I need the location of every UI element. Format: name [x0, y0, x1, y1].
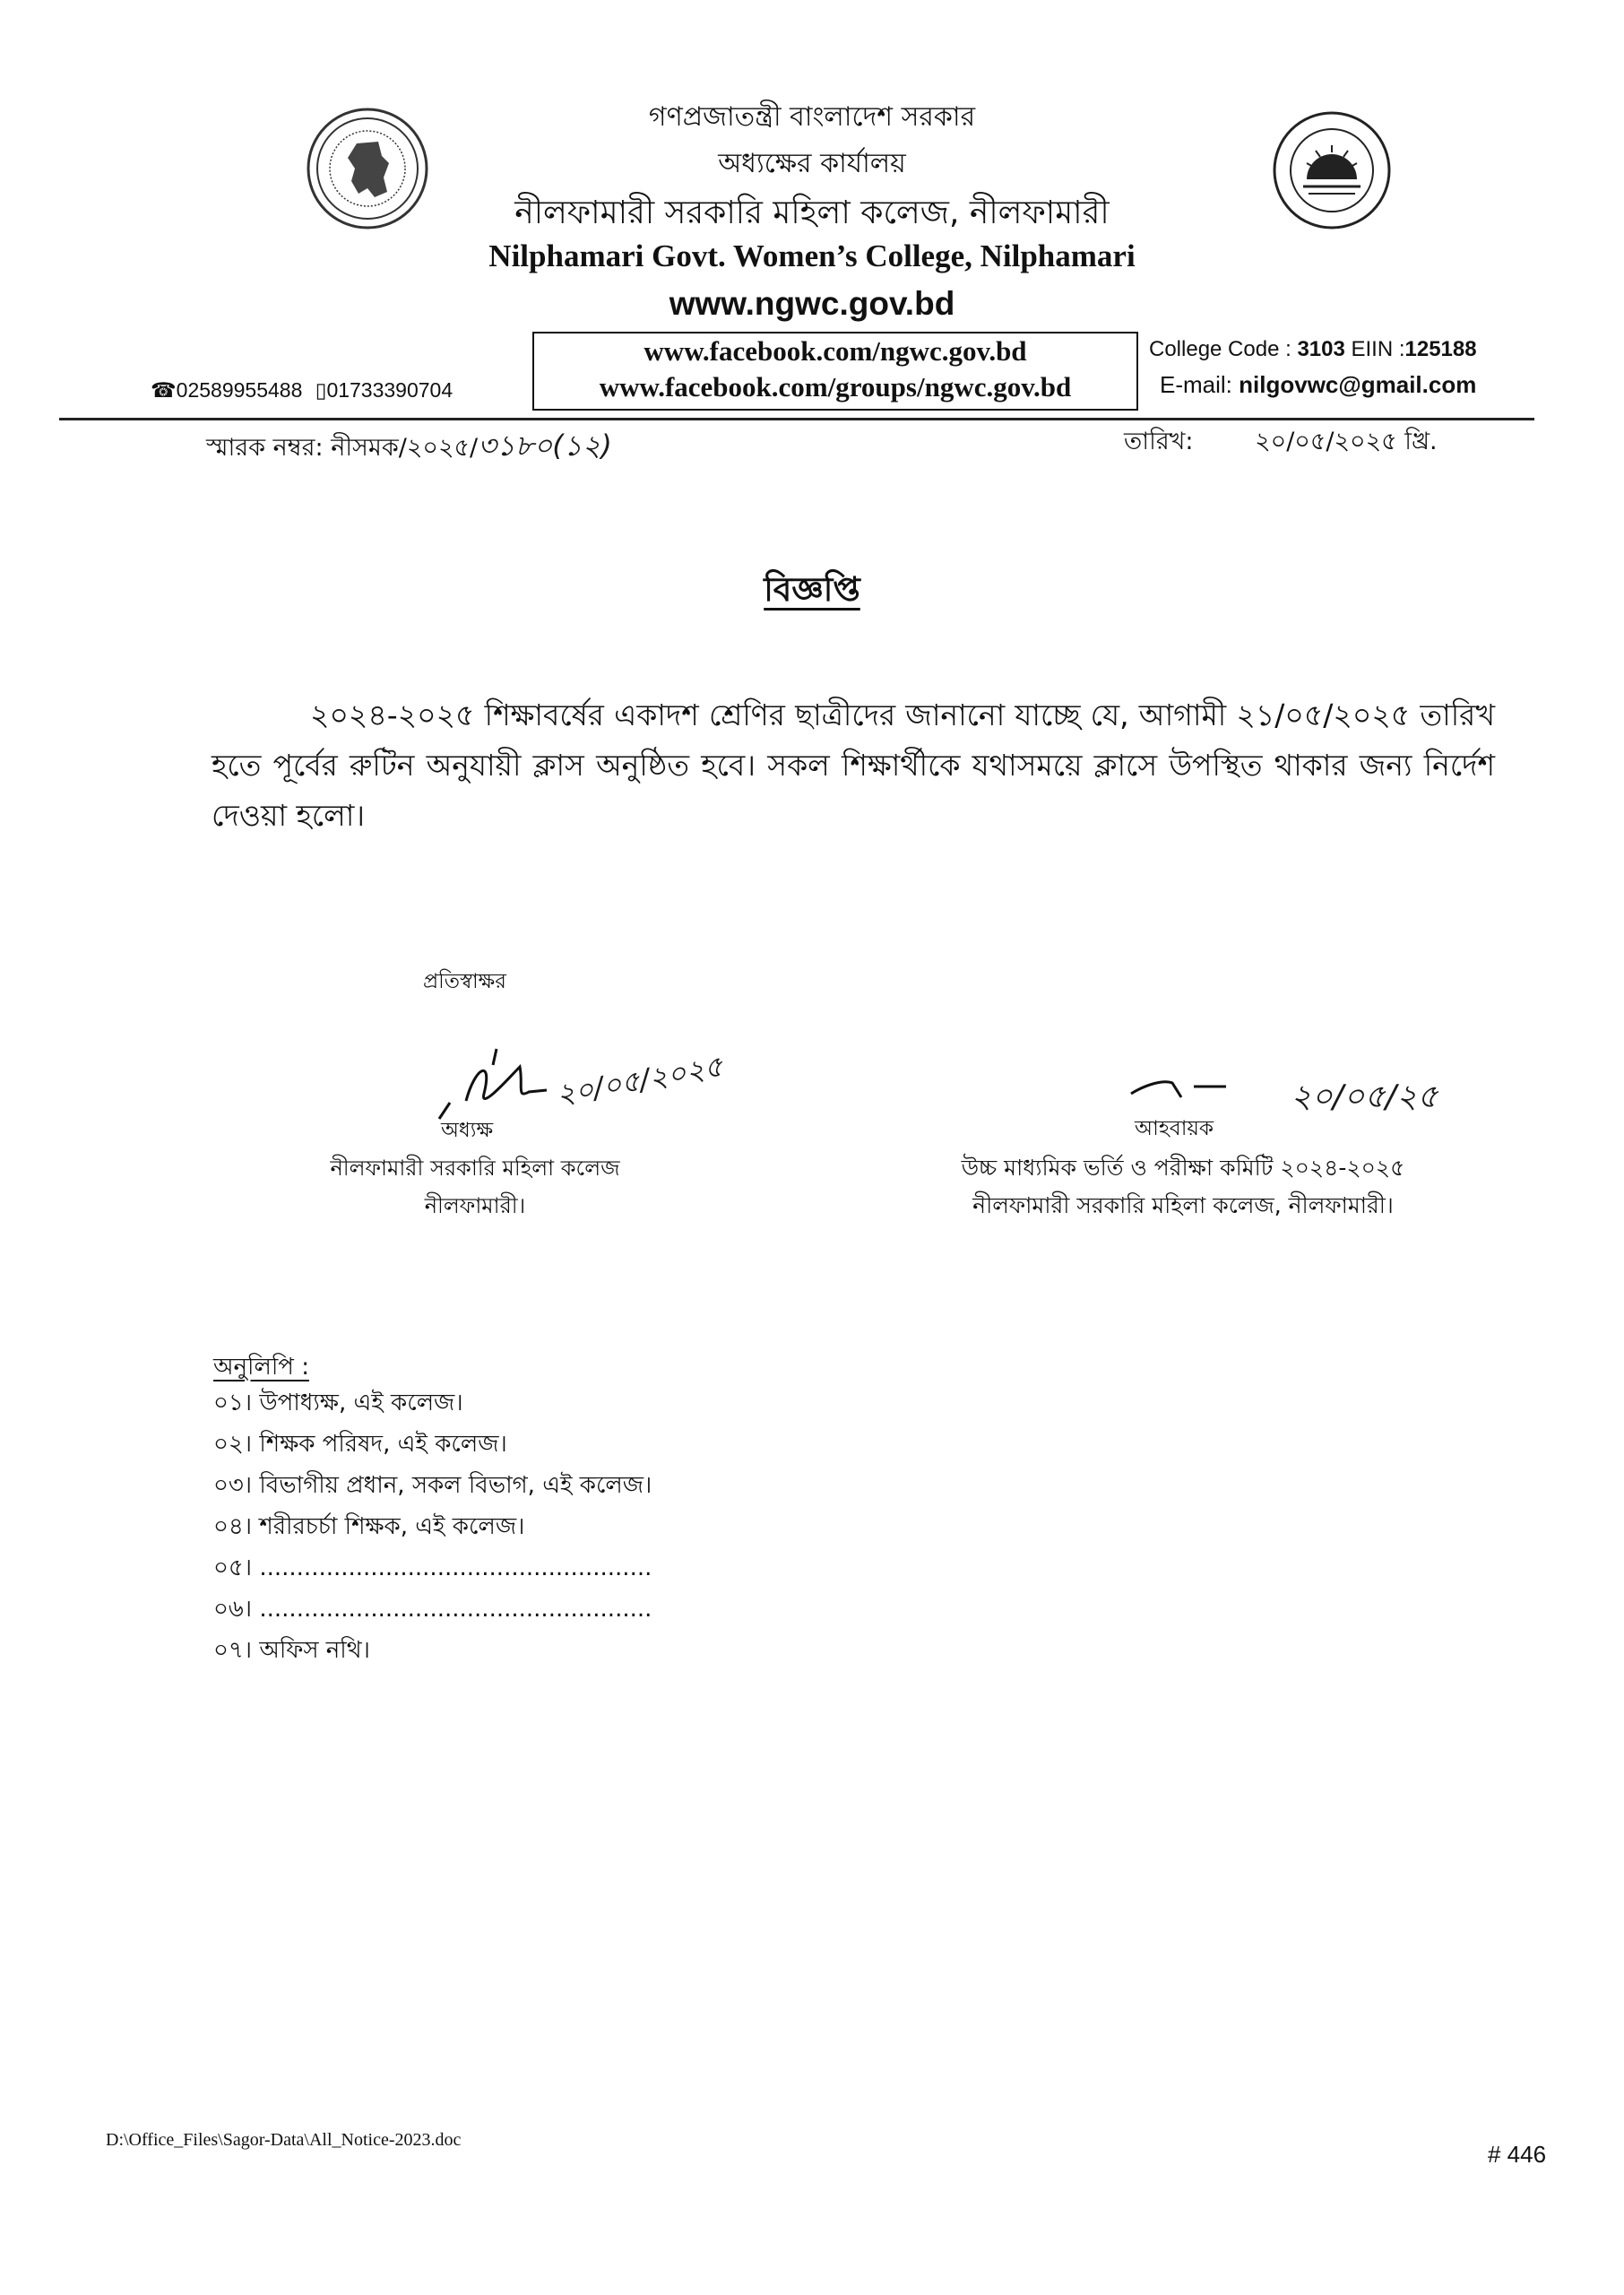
email-line: E-mail: nilgovwc@gmail.com [1160, 371, 1477, 398]
office-name: অধ্যক্ষের কার্যালয় [718, 148, 906, 179]
list-item: ০৪। শরীরচর্চা শিক্ষক, এই কলেজ। [213, 1513, 525, 1540]
list-item: ০৭। অফিস নথি। [213, 1637, 370, 1664]
list-item: ০৩। বিভাগীয় প্রধান, সকল বিভাগ, এই কলেজ। [213, 1472, 652, 1499]
principal-signature-date: ২০/০৫/২০২৫ [553, 1049, 726, 1113]
mobile-icon: ▯ [315, 378, 327, 402]
copy-list [213, 1382, 652, 1671]
government-name: গণপ্রজাতন্ত্রী বাংলাদেশ সরকার [648, 101, 976, 133]
email-address[interactable]: nilgovwc@gmail.com [1239, 371, 1477, 398]
website-link[interactable]: www.ngwc.gov.bd [669, 285, 955, 322]
list-item: ০২। শিক্ষক পরিষদ, এই কলেজ। [213, 1431, 507, 1458]
file-path: D:\Office_Files\Sagor-Data\All_Notice-2023.doc [106, 2130, 462, 2150]
phone-icon: ☎ [151, 378, 177, 402]
notice-body: ২০২৪-২০২৫ শিক্ষাবর্ষের একাদশ শ্রেণির ছাত্রীদের জানানো যাচ্ছে যে, আগামী ২১/০৫/২০২৫ তারিখ হতে পূর্বের রুটিন অনুযায়ী ক্লাস অনুষ্ঠিত হবে। সকল শিক্ষার্থীকে যথাসময়ে ক্লাসে উপস্থিত থাকার জন্য নির্দেশ দেওয়া হলো। [212, 697, 1495, 833]
convener-signature-date: ২০/০৫/২৫ [1291, 1078, 1438, 1115]
memo-number: স্মারক নম্বর: নীসমক/২০২৫/৩১৮০(১২) [206, 429, 612, 463]
memo-date: তারিখ: ২০/০৫/২০২৫ খ্রি. [1124, 428, 1438, 455]
list-item: ০৬। ..................................................... [213, 1596, 652, 1623]
convener-title: আহবায়ক [1135, 1117, 1214, 1140]
header-divider [59, 418, 1534, 420]
college-code: 3103 [1297, 337, 1345, 361]
college-code-line: College Code : 3103 EIIN :125188 [1149, 337, 1477, 361]
convener-institution: উচ্চ মাধ্যমিক ভর্তি ও পরীক্ষা কমিটি ২০২৪-২০২৫ নীলফামারী সরকারি মহিলা কলেজ, নীলফামারী। [961, 1155, 1405, 1218]
college-seal [1271, 109, 1393, 231]
countersign-label: প্রতিস্বাক্ষর [423, 970, 506, 993]
copy-list-title: অনুলিপি : [213, 1354, 309, 1381]
list-item: ০৫। ..................................................... [213, 1555, 652, 1581]
facebook-page-link[interactable]: www.facebook.com/ngwc.gov.bd [644, 335, 1027, 367]
eiin-code: 125188 [1404, 337, 1477, 361]
college-name-bangla: নীলফামারী সরকারি মহিলা কলেজ, নীলফামারী [514, 195, 1110, 231]
mobile-number: 01733390704 [326, 378, 454, 402]
college-name-english: Nilphamari Govt. Women’s College, Nilphamari [488, 238, 1136, 273]
handwritten-memo-suffix: ৩১৮০(১২) [478, 429, 612, 463]
convener-signature [1127, 1067, 1289, 1112]
notice-title: বিজ্ঞপ্তি [764, 570, 860, 609]
principal-institution: নীলফামারী সরকারি মহিলা কলেজ নীলফামারী। [330, 1156, 620, 1218]
facebook-links-box [532, 332, 1138, 411]
phone-number: 02589955488 [176, 378, 303, 402]
contact-numbers [151, 378, 453, 403]
list-item: ০১। উপাধ্যক্ষ, এই কলেজ। [213, 1390, 463, 1416]
page-number: # 446 [1488, 2141, 1547, 2168]
principal-title: অধ্যক্ষ [441, 1119, 494, 1142]
facebook-group-link[interactable]: www.facebook.com/groups/ngwc.gov.bd [599, 371, 1072, 403]
